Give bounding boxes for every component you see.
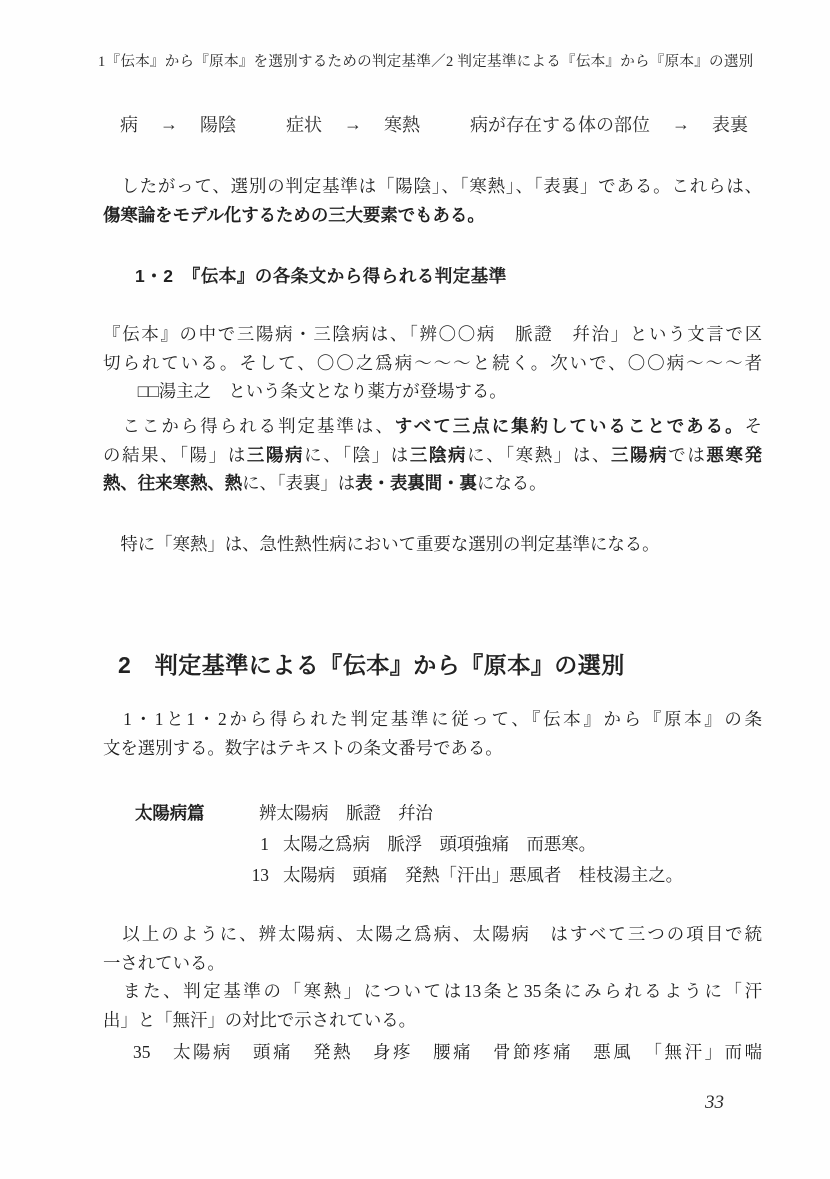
diagram-term: 陽陰 [200, 115, 236, 135]
section-label: 太陽病篇 [135, 803, 205, 823]
clause-text: 太陽病 頭痛 発熱「汗出」悪風者 桂枝湯主之。 [283, 865, 683, 885]
criteria-summary-paragraph [103, 412, 762, 498]
closing-paragraph [103, 920, 762, 1034]
text-line: 文を選別する。数字はテキストの条文番号である。 [103, 737, 503, 758]
taiyoubyou-block [103, 798, 762, 891]
diagram-item [286, 111, 420, 137]
flow-diagram [120, 111, 748, 137]
text-line: 以上のように、辨太陽病、太陽之爲病、太陽病 はすべて三つの項目で統 [103, 924, 762, 944]
page-number: 33 [705, 1092, 724, 1113]
text-line: 切られている。そして、〇〇之爲病～～～と続く。次いで、〇〇病～～～者 [103, 352, 762, 373]
selection-intro-paragraph [103, 705, 762, 762]
kannetsu-note-paragraph [103, 530, 762, 559]
arrow-right-icon: → [672, 113, 690, 134]
arrow-right-icon: → [160, 113, 178, 134]
text-line: 『伝本』の中で三陽病・三陰病は、「辨〇〇病 脈證 幷治」という文言で区 [103, 324, 762, 344]
denpon-structure-paragraph [103, 320, 762, 406]
indent-spacer [103, 860, 245, 891]
text-line: したがって、選別の判定基準は「陽陰」、「寒熱」、「表裏」である。これらは、 [103, 176, 762, 196]
diagram-term: 症状 [286, 115, 322, 135]
diagram-term: 病が存在する体の部位 [470, 115, 650, 135]
clause-text: 太陽之爲病 脈浮 頭項強痛 而悪寒。 [283, 834, 597, 854]
text-line: 傷寒論をモデル化するための三大要素でもある。 [103, 204, 485, 225]
diagram-item [120, 111, 236, 137]
text-line: 特に「寒熱」は、急性熱性病において重要な選別の判定基準になる。 [103, 534, 660, 554]
text-line: 35 太陽病 頭痛 発熱 身疼 腰痛 骨節疼痛 悪風 「無汗」而喘 [133, 1042, 762, 1062]
section-heading-2: 2 判定基準による『伝本』から『原本』の選別 [118, 652, 625, 678]
clause-number: 1 [260, 834, 269, 854]
diagram-term: 表裏 [712, 115, 748, 135]
arrow-right-icon: → [344, 113, 362, 134]
clause-35-line [103, 1038, 762, 1067]
diagram-item [470, 111, 748, 137]
text-line: 1・1と1・2から得られた判定基準に従って、『伝本』から『原本』の条 [103, 709, 762, 729]
chapter-title-text: 辨太陽病 脈證 幷治 [259, 803, 433, 823]
text-line: また、判定基準の「寒熱」については13条と35条にみられるように「汗 [103, 981, 762, 1001]
intro-paragraph [103, 172, 762, 229]
clause-number: 13 [251, 865, 269, 885]
text-line: 一されている。 [103, 952, 225, 973]
diagram-term: 病 [120, 115, 138, 135]
text-line: の結果、「陽」は三陽病に、「陰」は三陰病に、「寒熱」は、三陽病では悪寒発 [103, 444, 762, 465]
running-header: 1『伝本』から『原本』を選別するための判定基準／2 判定基準による『伝本』から『原本』の選別 [98, 54, 754, 70]
text-line: 熱、往来寒熱、熱に、「表裏」は表・表裏間・裏になる。 [103, 473, 547, 493]
taiyoubyou-header-row [103, 798, 762, 829]
text-line: □□湯主之 という条文となり薬方が登場する。 [103, 381, 507, 401]
text-line: 出」と「無汗」の対比で示されている。 [103, 1009, 417, 1030]
clause-row [103, 860, 762, 891]
indent-spacer [103, 829, 245, 860]
diagram-term: 寒熱 [384, 115, 420, 135]
text-line: ここから得られる判定基準は、すべて三点に集約していることである。そ [103, 416, 762, 436]
section-heading-1-2: 1・2 『伝本』の各条文から得られる判定基準 [135, 266, 507, 286]
clause-row [103, 829, 762, 860]
